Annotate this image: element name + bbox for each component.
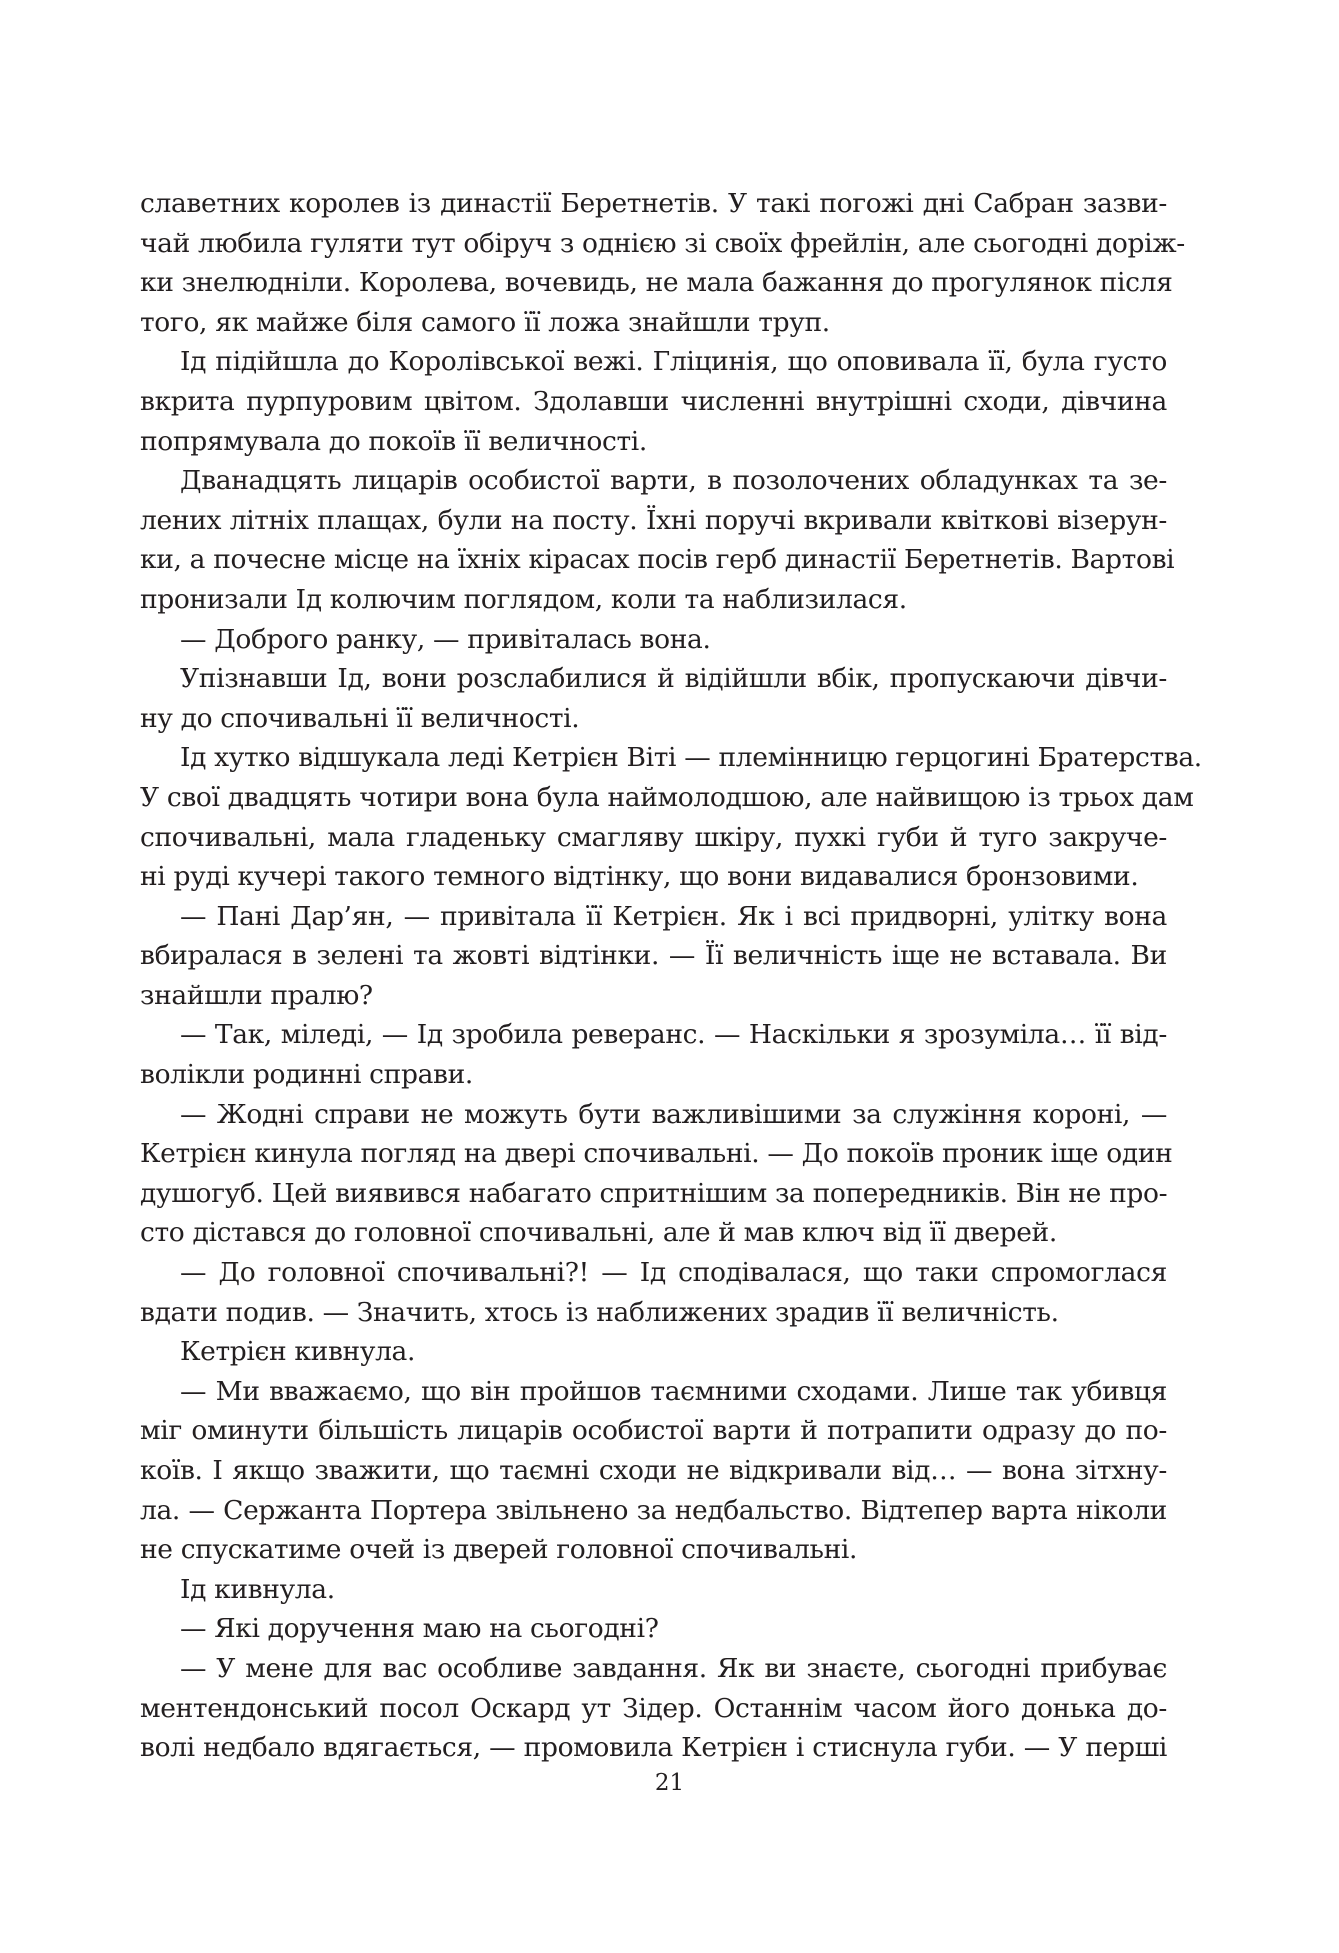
text-line: — У мене для вас особливе завдання. Як ви знаєте, сьогодні прибуває [180,1652,1167,1684]
page-number: 21 [654,1770,685,1796]
text-line: душогуб. Цей виявився набагато спритнішим за попередників. Він не про- [140,1177,1168,1209]
text-line: ну до спочивальні її величності. [140,702,580,734]
body-text [140,184,1202,1768]
text-line: Ід хутко відшукала леді Кетрієн Віті — племінницю герцогині Братерства. [180,742,1202,774]
text-line: попрямувала до покоїв її величності. [140,425,647,457]
text-line: Дванадцять лицарів особистої варти, в позолочених обладунках та зе- [180,465,1167,497]
text-line: того, як майже біля самого її ложа знайшли труп. [140,306,830,338]
text-line: волі недбало вдягається, — промовила Кетрієн і стиснула губи. — У перші [140,1732,1167,1764]
text-line: ки, а почесне місце на їхніх кірасах посів герб династії Беретнетів. Вартові [140,544,1175,576]
text-line: міг оминути більшість лицарів особистої варти й потрапити одразу до по- [140,1415,1167,1447]
text-line: — До головної спочивальні?! — Ід сподівалася, що таки спромоглася [180,1257,1167,1289]
text-line: ні руді кучері такого темного відтінку, що вони видавалися бронзовими. [140,861,1139,893]
text-line: Упізнавши Ід, вони розслабилися й відійшли вбік, пропускаючи дівчи- [180,663,1167,695]
text-line: — Пані Дар’ян, — привітала її Кетрієн. Як і всі придворні, улітку вона [180,900,1167,932]
text-line: — Так, міледі, — Ід зробила реверанс. — Наскільки я зрозуміла… її від- [180,1019,1167,1051]
text-line: лених літніх плащах, були на посту. Їхні поручі вкривали квіткові візерун- [140,504,1167,536]
text-line: — Жодні справи не можуть бути важливішими за служіння короні, — [180,1098,1167,1130]
text-line: вбиралася в зелені та жовті відтінки. — Її величність іще не вставала. Ви [140,940,1167,972]
text-line: — Які доручення маю на сьогодні? [180,1613,659,1645]
text-line: — Доброго ранку, — привіталась вона. [180,623,711,655]
text-line: ки знелюдніли. Королева, вочевидь, не мала бажання до прогулянок після [140,267,1173,299]
text-line: вкрита пурпуровим цвітом. Здолавши численні внутрішні сходи, дівчина [140,385,1167,417]
text-line: ментендонський посол Оскард ут Зідер. Останнім часом його донька до- [140,1692,1167,1724]
text-line: не спускатиме очей із дверей головної спочивальні. [140,1534,858,1566]
text-line: знайшли пралю? [140,979,373,1011]
text-line: спочивальні, мала гладеньку смагляву шкіру, пухкі губи й туго закруче- [140,821,1167,853]
text-line: ла. — Сержанта Портера звільнено за недбальство. Відтепер варта ніколи [140,1494,1167,1526]
text-line: пронизали Ід колючим поглядом, коли та наблизилася. [140,583,907,615]
text-line: волікли родинні справи. [140,1059,474,1091]
text-line: Ід кивнула. [180,1573,335,1605]
text-line: чай любила гуляти тут обіруч з однією зі своїх фрейлін, але сьогодні доріж- [140,227,1185,259]
text-line: сто дістався до головної спочивальні, але й мав ключ від її дверей. [140,1217,1057,1249]
text-line: вдати подив. — Значить, хтось із наближених зрадив її величність. [140,1296,1059,1328]
text-line: Кетрієн кивнула. [180,1336,416,1368]
text-line: Ід підійшла до Королівської вежі. Гліцинія, що оповивала її, була густо [180,346,1167,378]
text-line: — Ми вважаємо, що він пройшов таємними сходами. Лише так убивця [180,1375,1167,1407]
text-line: Кетрієн кинула погляд на двері спочивальні. — До покоїв проник іще один [140,1138,1173,1170]
text-line: коїв. І якщо зважити, що таємні сходи не відкривали від… — вона зітхну- [140,1455,1167,1486]
text-line: славетних королев із династії Беретнетів. У такі погожі дні Сабран зазви- [140,188,1167,219]
text-line: У свої двадцять чотири вона була наймолодшою, але найвищою із трьох дам [140,781,1194,813]
